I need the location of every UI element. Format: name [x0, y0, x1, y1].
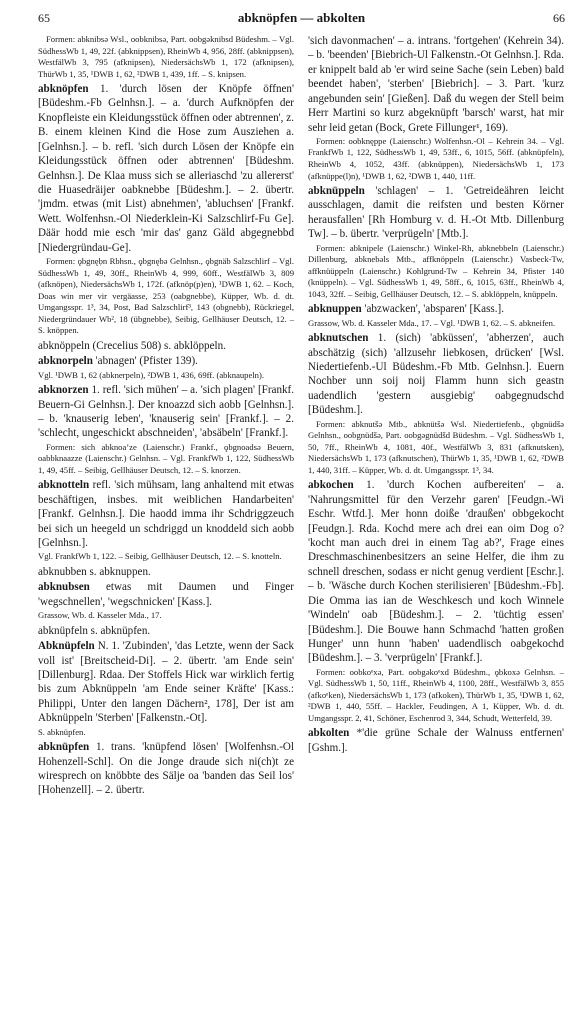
entry-lemma: abknutschen [308, 332, 369, 345]
forms-block: Grassow, Wb. d. Kasseler Mda., 17. [38, 610, 162, 621]
entry-lemma: abknorzen [38, 384, 89, 397]
entry-abknoepfen [38, 82, 294, 255]
entry-abknuppen [308, 302, 564, 316]
entry-abknorpeln [38, 354, 294, 368]
forms-block: Vgl. FrankfWb 1, 122. – Seibig, Gellhäuser Deutsch, 12. – S. knotteln. [38, 551, 282, 562]
entry-abknuepfen-continued: 'sich davonmachen' – a. intrans. 'fortgehen' (Kehrein 34). – b. 'beenden' [Biebrich-Ul Falkenstn.-Ot Gelnhsn.]. Rda. er knippelt bald ab 'er wird seine Sache (sein Leben) bald beendet haben', 'sterben' [Biebrich]. – 3. Part. 'kurz angebunden sein' [Gießen]. Daß du wegen der Stell beim Herr Martini so kurz abgeknüpft 'barsch' warst, hat mir sehr leid getan (Bock, Grete Fillunger¹, 169). [308, 35, 564, 134]
entry-text: refl. 'sich mühsam, lang anhaltend mit etwas beschäftigen, insbes. mit weiblichen Handarbeiten' [Frankf. Gelnhsn.]. Die haodd imma ihr Schdriggzeuch bei sich un heegeld un schdriggd un knoddeld sich aobb [Gelnhsn.]. [38, 479, 294, 550]
entry-text: etwas mit Daumen und Finger 'wegschnellen', 'wegschnicken' [Kass.]. [38, 581, 294, 608]
forms-block: Vgl. ¹DWB 1, 62 (abknerpeln), ²DWB 1, 436, 69ff. (abknaupeln). [38, 369, 264, 380]
forms-block: Formen: abknibsə Wsl., oobknibsə, Part. oobgəknibsd Büdeshm. – Vgl. SüdhessWb 1, 49, 22f. (abknippsen), RheinWb 4, 956, 28ff. (abknippsen), WestfälWb 3, 795 (afknipsen), NiedersächsWb 1, 172 (afknipsen), ThürWb 1, 35, ¹DWB 1, 62, ²DWB 1, 439, 1ff. – S. knipsen. [38, 34, 294, 79]
entry-lemma: abknotteln [38, 479, 90, 492]
right-column [308, 34, 564, 799]
entry-text: 'schlagen' – 1. 'Getreideähren leicht ausschlagen, damit die reifsten und besten Körner herausfallen' [Rh Homburg v. d. H.-Ot Mtb. Dillenburg Tw]. – b. übertr. 'verprügeln' [Mtb.]. [308, 185, 564, 241]
forms-block: Grassow, Wb. d. Kasseler Mda., 17. – Vgl. ¹DWB 1, 62. – S. abkneifen. [308, 317, 556, 328]
entry-abkochen [308, 478, 564, 665]
entry-abknotteln [38, 478, 294, 550]
forms-block: Formen: abknipele (Laienschr.) Winkel-Rh, abknebbeln (Laienschr.) Dillenburg, abknebəls Mtb., affknöppeln (Laienschr.) Vasbeck-Tw, affknüüppeln (Laienschr.) Kohlgrund-Tw – Kehrein 34, Pfister 140 (knüppeln). – Vgl. SüdhessWb 1, 49, 58ff., 6, 1015, 63ff., RheinWb 4, 1043, 32ff. – Seibig, Gellhäuser Deutsch, 12. – S. abklöppeln, knüppeln. [308, 242, 564, 299]
forms-block: Formen: oobkoᵉxə, Part. oobgəkoᵉxd Büdeshm., ǫbkoxə Gelnhsn. – Vgl. SüdhessWb 1, 50, 11ff., RheinWb 4, 1100, 28ff., WestfälWb 3, 855 (afkoᵉken), NiedersächsWb 1, 173 (afkoken), ThürWb 1, 35, ¹DWB 1, 62, ²DWB 1, 440, 55ff. – Hackler, Feudingen, A 1, Küpper, Wb. d. dt. Umgangsspr. 2, 41, Schöner, Eschenrod 3, 344, Schudt, Wetterfeld, 39. [308, 666, 564, 723]
entry-text: 1. refl. 'sich mühen' – a. 'sich plagen' [Frankf. Beuern-Gi Gelnhsn.]. Der knoazzd sich aobb [Gelnhsn.]. – b. 'knauserig leben', 'knauserig sein' [Frankf.]. – 2. 'schlecht, ungeschickt abschneiden', 'absäbeln' [Frankf.]. [38, 384, 295, 440]
forms-block: Formen: abknutšə Mtb., abknütšə Wsl. Niedertiefenb., ǫbgnüdšə Gelnhsn., oobgnüdšə, Part. oobgəgnüdšd Büdeshm. – Vgl. SüdhessWb 1, 50, 7ff., RheinWb 4, 1081, 40f., WestfälWb 3, 831 (afknutsken), NiedersächsWb 1, 173 (afknutschen), ThürWb 1, 35, ¹DWB 1, 62, ²DWB 1, 440, 31ff. – Küpper, Wb. d. dt. Umgangsspr. 1³, 34. [308, 418, 564, 475]
left-column [38, 34, 294, 799]
entry-text: 1. trans. 'knüpfend lösen' [Wolfenhsn.-Ol Hohenzell-Schl]. On die Jonge draude sich ni(ch)t ze wiresprech on knöbbte des Sälje oa 'banden das Seil los' [Hohenzell]. – 2. übertr. [38, 741, 294, 797]
entry-abknubben: abknubben s. abknuppen. [38, 565, 151, 578]
entry-abknoeppeln: abknöppeln (Crecelius 508) s. abklöppeln. [38, 339, 226, 352]
entry-text: 1. 'durch lösen der Knöpfe öffnen' [Büdeshm.-Fb Gelnhsn.]. – a. 'durch Aufknöpfen der Knopfleiste ein Kleidungsstück öffnen oder abtrennen', z. B. einem kleinen Kind die Hose zum Ausziehen a. [Gelnhsn.]. – b. refl. 'sich durch Lösen der Knöpfe ein Kleidungsstück öffnen oder abtrennen' [Büdeshm. Gelnhsn.]. De Klaa muss sich se alleriaschd 'zu allererst' die Huasedräijer oabknebbe [Büdeshm.]. – 2. übertr. 'jmdm. etwas (mit List) abnehmen', 'abluchsen' [Frankf. Wett. Wolfenhsn.-Ol Niederklein-Ki Salzschlirf-Fu Ge]. Däär hodd mie esch 'mir das' ganz Gäld abgegnebbd [Niedergründau-Ge]. [38, 83, 294, 254]
page-number-right: 66 [553, 11, 565, 25]
entry-lemma: abknüpfen [38, 741, 90, 754]
entry-lemma: abkochen [308, 479, 354, 492]
entry-abknutschen [308, 331, 564, 418]
forms-block: Formen: ǫbgnęḅn Rbhsn., ǫbgnębə Gelnhsn., ǫbgnäb Salzschlirf – Vgl. SüdhessWb 1, 49, 30ff., RheinWb 4, 999, 60ff., WestfälWb 3, 809 (afknöpen), NiedersächsWb 1, 172f. (afknöp(p)en), ¹DWB 1, 62. – Koch, Doas win mer vir vergäasse, 253 (oabgnebbe), Küpper, Wb. d. dt. Umgangsspr. 1³, 34, Post, Bad Salzschlirf³, 143 (obgnebb), Rückriegel, Niedergründauer Wb², 18 (übgnebbe), Seibig, Gellhäuser Deutsch, 12. – S. knöppen. [38, 256, 294, 336]
entry-text: 1. 'durch Kochen aufbereiten' – a. 'Nahrungsmittel für den Verzehr garen' [Feudgn.-Wi Eschr. Wtfd.]. Mer honn doiße 'draußen' obbgekocht [Feudgn.]. Rda. Kochd mere ach drei ean oim Dog o? 'kocht man auch drei in einem Tag ab?', Frage eines Dreschmaschinenbesitzers an seine Helfer, die ihm zu schnell dreschen, sodass er nicht genug verdient [Eschr.]. – b. 'Wäsche durch Kochen sterilisieren' [Büdeshm.-Fb]. Die Omma ias ian de Weschkesch und koch Winnele 'Windeln' oab [Büdeshm.]. – 2. 'tüchtig essen' [Büdeshm.]. Die Bouwe hann Schmachd 'hatten großen Hunger' unn hunn 'haben' uadendlisch oabgekochd [Büdeshm.]. – 3. 'verprügeln' [Frankf.]. [308, 479, 564, 665]
entry-abkolten [308, 726, 564, 755]
entry-text: 'abnagen' (Pfister 139). [95, 355, 198, 368]
entry-abknuepfeln: abknüpfeln s. abknüpfen. [38, 624, 151, 637]
entry-lemma: abknorpeln [38, 355, 93, 368]
entry-abknubsen [38, 580, 294, 609]
entry-lemma: abknuppen [308, 303, 362, 316]
entry-lemma: abknöpfen [38, 83, 89, 96]
running-head [38, 10, 565, 34]
forms-block: Formen: sich abknoaʼze (Laienschr.) Frankf., ǫbgnoadsə Beuern, oabbknaazze (Laienschr.) Gelnhsn. – Vgl. FrankfWb 1, 122, SüdhessWb 1, 49, 45ff. – Seibig, Gellhäuser Deutsch, 12. – S. knorzen. [38, 441, 294, 475]
entry-lemma: abkolten [308, 727, 350, 740]
entry-text: *'die grüne Schale der Walnuss entfernen' [Gshm.]. [308, 727, 564, 754]
entry-lemma: abknüppeln [308, 185, 365, 198]
running-title: abknöpfen — abkolten [237, 10, 366, 25]
forms-block: S. abknüpfen. [38, 726, 86, 737]
entry-text: 1. (sich) 'abküssen', 'abherzen', auch abschätzig (sich) 'allzusehr liebkosen, drücken' [Wsl. Niedertiefenb.-Ul Büdeshm.-Fb Mtb. Gelnhsn.]. Euern Nochber unn soij noij Flamm hunn sich geastn uadendlich 'gestern ausgiebig' oabgegnudschd [Büdeshm.]. [308, 332, 564, 417]
forms-block: Formen: oobknęppe (Laienschr.) Wolfenhsn.-Ol – Kehrein 34. – Vgl. FrankfWb 1, 122, SüdhessWb 1, 49, 53ff., 6, 1015, 56ff. (abknüpfeln), RheinWb 4, 1052, 43ff. (abknüppen), NiedersächsWb 1, 173 (afknüppe(l)n), ¹DWB 1, 62, ²DWB 1, 440, 11ff. [308, 135, 564, 181]
entry-abknorzen [38, 383, 294, 441]
entry-lemma: abknubsen [38, 581, 90, 594]
entry-abknueppeln [308, 184, 564, 242]
page-number-left: 65 [38, 11, 50, 25]
entry-Abknueppeln-noun [38, 639, 294, 726]
entry-lemma: Abknüpfeln [38, 640, 95, 653]
entry-text: N. 1. 'Zubinden', 'das Letzte, wenn der Sack voll ist' [Breitscheid-Di]. – 2. übertr. 'am Ende sein' [Dillenburg]. Rdaa. Der Stoffels Hick war wirklich fertig bis zum Abknüppeln 'am Ende seiner Kräfte' [Kass.: Philippi, Unter den langen Dächern², 178], Der ist am Abknüppeln 'Sterben' [Falkenstn.-Ot]. [38, 640, 294, 725]
entry-abknuepfen [38, 740, 294, 798]
entry-text: 'abzwacken', 'absparen' [Kass.]. [364, 303, 504, 316]
